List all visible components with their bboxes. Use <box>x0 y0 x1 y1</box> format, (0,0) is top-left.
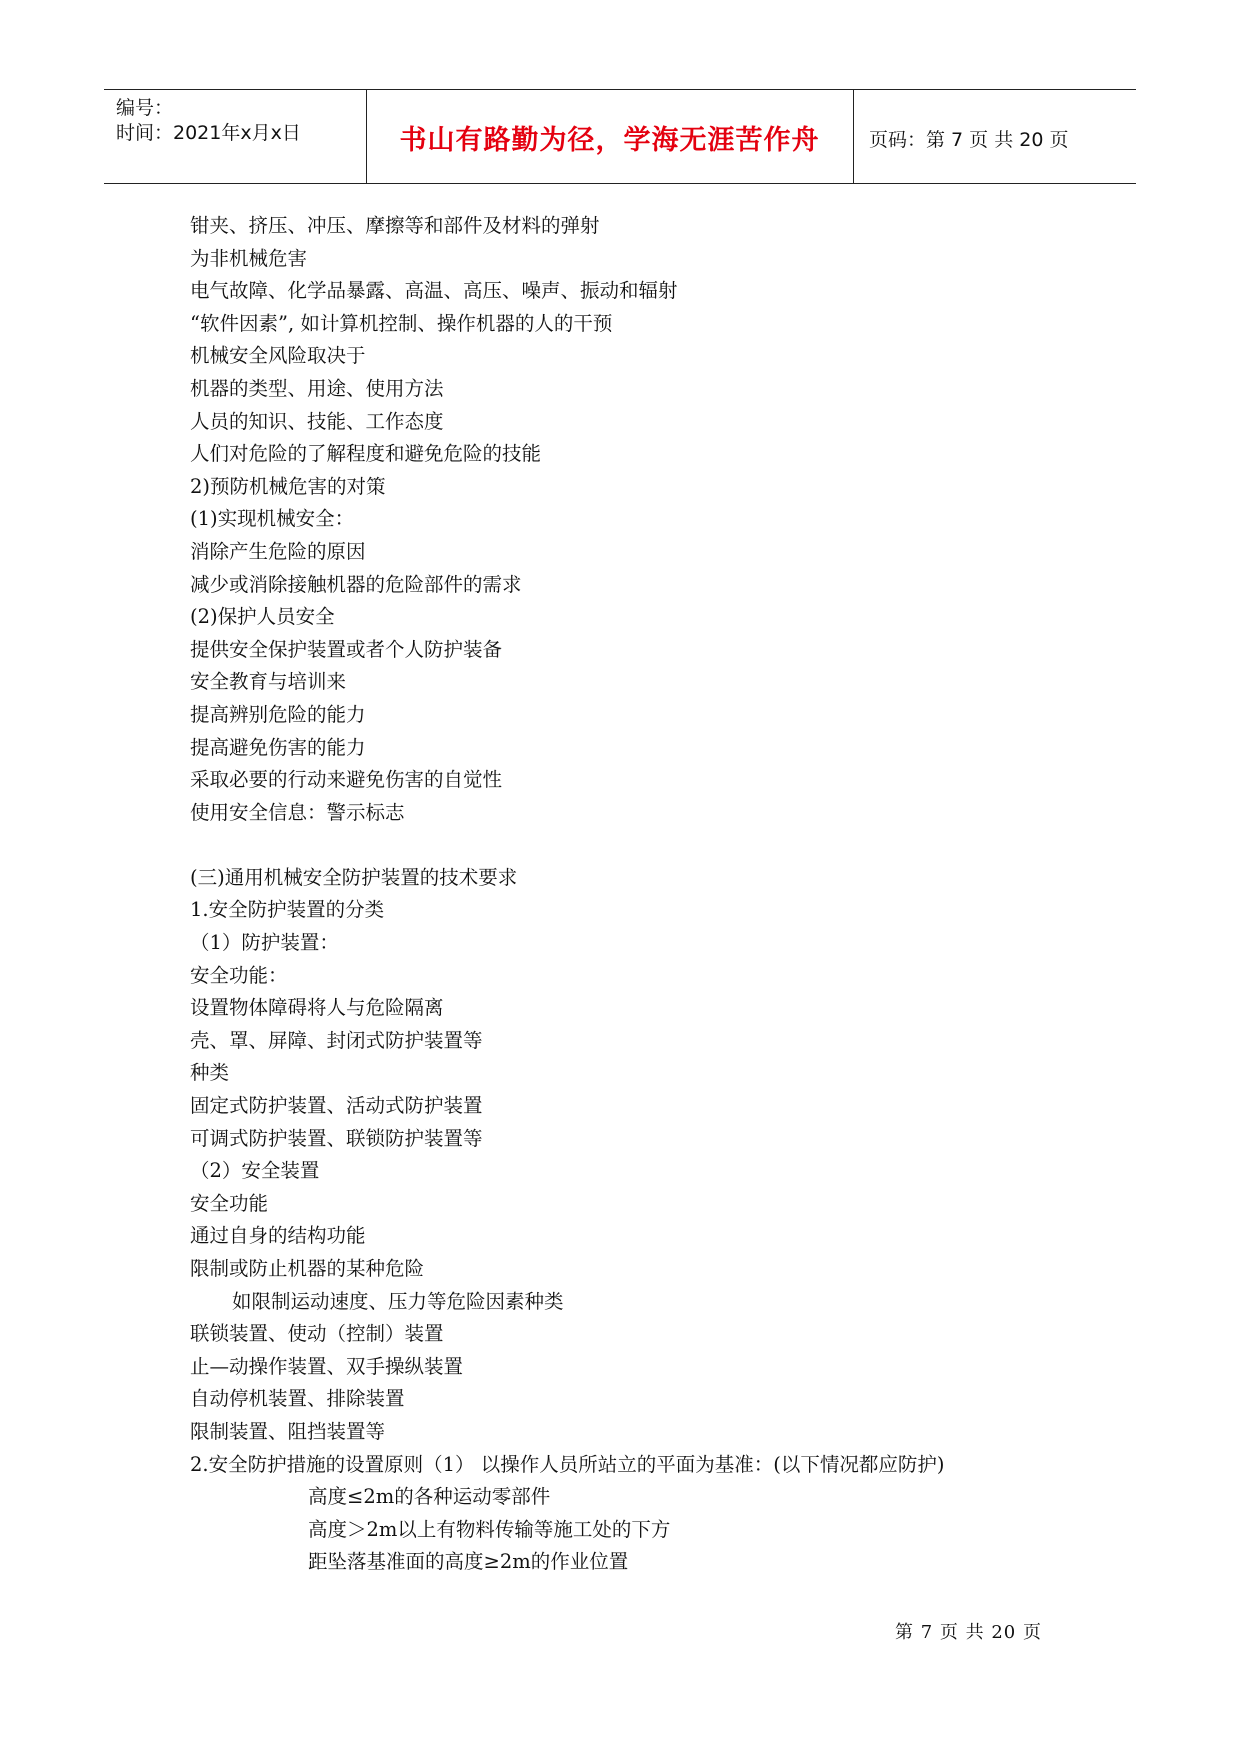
document-number-label: 编号： <box>116 97 174 119</box>
body-line: 减少或消除接触机器的危险部件的需求 <box>190 572 522 596</box>
page-header <box>104 89 1136 184</box>
body-line: 安全功能 <box>190 1191 269 1215</box>
body-line: 机械安全风险取决于 <box>190 344 366 368</box>
body-line: 联锁装置、使动（控制）装置 <box>190 1322 444 1346</box>
body-line: 2.安全防护措施的设置原则（1） 以操作人员所站立的平面为基准：(以下情况都应防护) <box>190 1452 945 1476</box>
page-footer: 第 7 页 共 20 页 <box>895 1622 1042 1643</box>
body-line: 电气故障、化学品暴露、高温、高压、噪声、振动和辐射 <box>190 279 678 303</box>
document-time-label: 时间：2021年x月x日 <box>116 122 301 144</box>
body-line: 2)预防机械危害的对策 <box>190 474 386 498</box>
body-line: 提供安全保护装置或者个人防护装备 <box>190 637 503 661</box>
body-line: 限制或防止机器的某种危险 <box>190 1257 425 1280</box>
body-line: 高度＞2m以上有物料传输等施工处的下方 <box>308 1517 671 1541</box>
body-line: 机器的类型、用途、使用方法 <box>190 376 444 400</box>
body-line: 提高避免伤害的能力 <box>190 735 366 759</box>
body-line: 自动停机装置、排除装置 <box>190 1387 405 1411</box>
header-page-cell <box>855 90 1136 183</box>
header-left-cell <box>104 90 367 183</box>
header-motto-cell <box>366 90 854 183</box>
body-line: 壳、罩、屏障、封闭式防护装置等 <box>190 1028 483 1052</box>
body-line: 限制装置、阻挡装置等 <box>190 1419 386 1443</box>
body-line: 固定式防护装置、活动式防护装置 <box>190 1094 483 1118</box>
body-line: 采取必要的行动来避免伤害的自觉性 <box>190 768 503 792</box>
body-line: (三)通用机械安全防护装置的技术要求 <box>190 865 518 889</box>
body-line: 1.安全防护装置的分类 <box>190 898 385 922</box>
body-line: 高度≤2m的各种运动零部件 <box>308 1485 551 1509</box>
body-line: 钳夹、挤压、冲压、摩擦等和部件及材料的弹射 <box>190 214 600 237</box>
body-line: 人们对危险的了解程度和避免危险的技能 <box>190 442 542 466</box>
body-line: 通过自身的结构功能 <box>190 1224 366 1248</box>
body-line: 使用安全信息：警示标志 <box>190 800 405 824</box>
body-line: 可调式防护装置、联锁防护装置等 <box>190 1126 483 1150</box>
body-line: 设置物体障碍将人与危险隔离 <box>190 996 444 1020</box>
header-motto: 书山有路勤为径，学海无涯苦作舟 <box>399 125 820 156</box>
document-body <box>190 210 1110 1579</box>
body-line: 距坠落基准面的高度≥2m的作业位置 <box>308 1550 629 1574</box>
body-line: “软件因素”, 如计算机控制、操作机器的人的干预 <box>190 311 613 335</box>
body-line: 止—动操作装置、双手操纵装置 <box>190 1354 464 1378</box>
body-line: 种类 <box>190 1061 230 1085</box>
body-line: （2）安全装置 <box>190 1159 320 1183</box>
body-line <box>190 829 1110 862</box>
body-line: 安全教育与培训来 <box>190 670 347 694</box>
body-line: (1)实现机械安全： <box>190 507 355 531</box>
body-line: 提高辨别危险的能力 <box>190 702 366 726</box>
body-line: 为非机械危害 <box>190 246 308 270</box>
body-line: (2)保护人员安全 <box>190 605 335 629</box>
body-line: （1）防护装置： <box>190 931 339 955</box>
body-line: 人员的知识、技能、工作态度 <box>190 409 444 433</box>
body-line: 安全功能： <box>190 963 288 987</box>
body-line: 消除产生危险的原因 <box>190 539 366 563</box>
body-line: 如限制运动速度、压力等危险因素种类 <box>232 1289 564 1313</box>
header-page-code: 页码：第 7 页 共 20 页 <box>869 129 1069 151</box>
